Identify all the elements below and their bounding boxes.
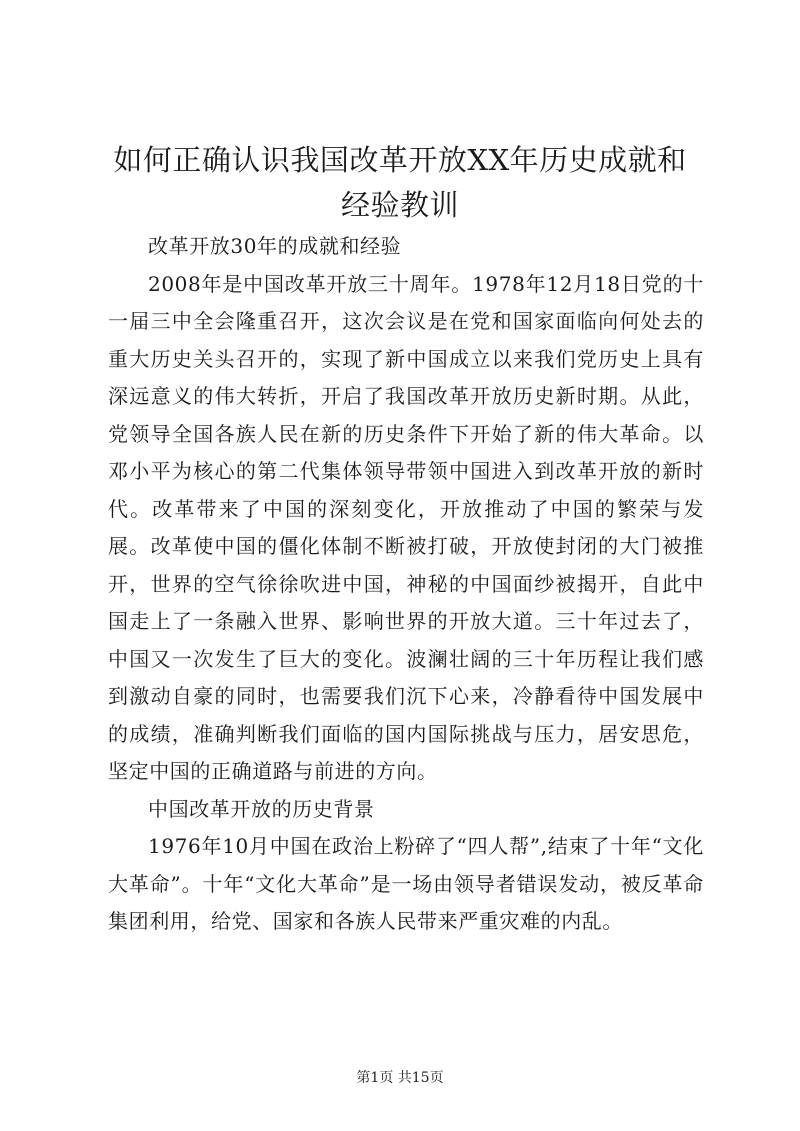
- section-heading-achievements: 改革开放30年的成就和经验: [148, 234, 402, 258]
- page-footer: 第1页 共15页: [356, 1070, 444, 1086]
- document-title: [100, 138, 700, 228]
- document-body: [108, 228, 704, 941]
- paragraph-background: 1976年10月中国在政治上粉碎了“四人帮”,结束了十年“文化大革命”。十年“文化大革命”是一场由领导者错误发动，被反革命集团利用，给党、国家和各族人民带来严重灾难的内乱。: [108, 834, 704, 933]
- section-heading-background: 中国改革开放的历史背景: [148, 796, 375, 821]
- title-line-2: 经验教训: [340, 188, 459, 222]
- paragraph-intro: 2008年是中国改革开放三十周年。1978年12月18日党的十一届三中全会隆重召开，这次会议是在党和国家面临向何处去的重大历史关头召开的，实现了新中国成立以来我们党历史上具有深远意义的伟大转折，开启了我国改革开放历史新时期。从此，党领导全国各族人民在新的历史条件下开始了新的伟大革命。以邓小平为核心的第二代集体领导带领中国进入到改革开放的新时代。改革带来了中国的深刻变化，开放推动了中国的繁荣与发展。改革使中国的僵化体制不断被打破，开放使封闭的大门被推开，世界的空气徐徐吹进中国，神秘的中国面纱被揭开，自此中国走上了一条融入世界、影响世界的开放大道。三十年过去了，中国又一次发生了巨大的变化。波澜壮阔的三十年历程让我们感到激动自豪的同时，也需要我们沉下心来，冷静看待中国发展中的成绩，准确判断我们面临的国内国际挑战与压力，居安思危，坚定中国的正确道路与前进的方向。: [108, 271, 704, 783]
- title-line-1: 如何正确认识我国改革开放XX年历史成就和: [113, 143, 687, 177]
